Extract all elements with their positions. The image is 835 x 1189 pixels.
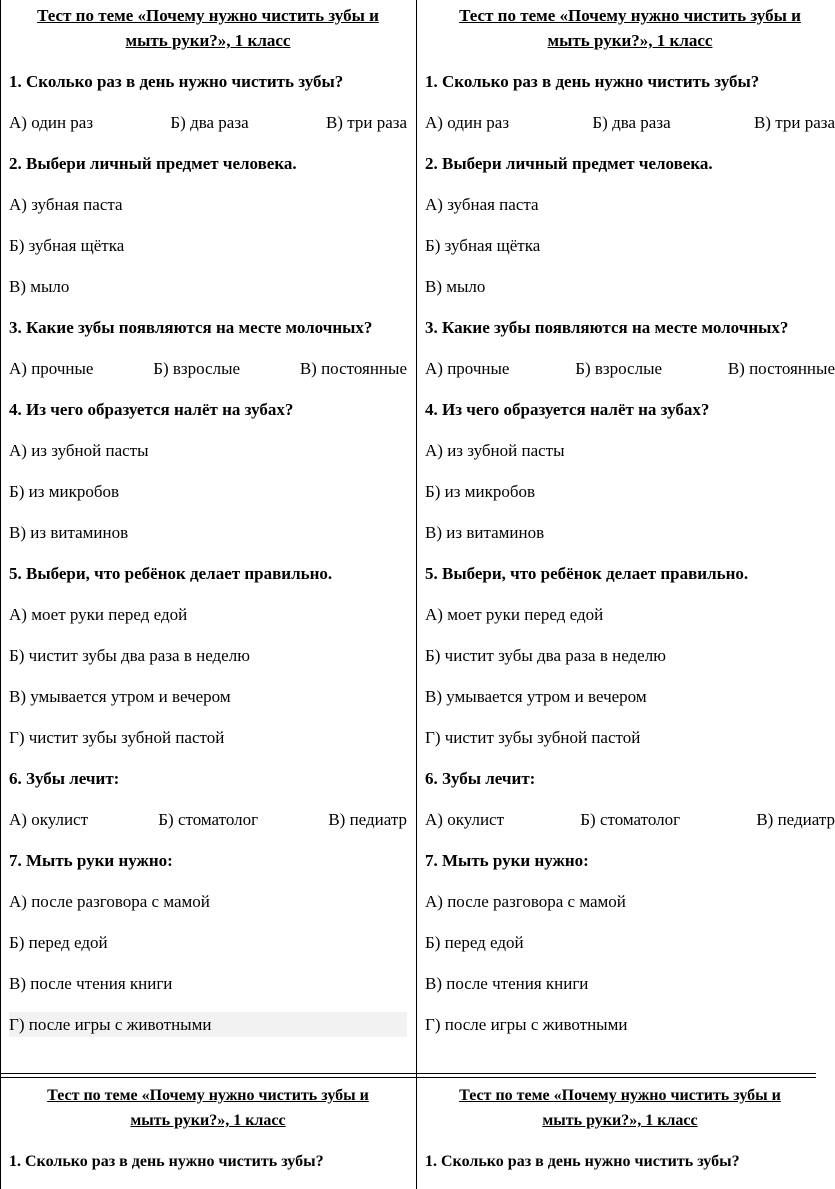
answer-1c: В) три раза xyxy=(325,113,407,132)
answer-2b: Б) зубная щётка xyxy=(425,236,541,255)
answer-5c: В) умывается утром и вечером xyxy=(425,687,647,706)
answer-1c: В) три раза xyxy=(753,113,835,132)
answer-6c: В) педиатр xyxy=(328,810,407,829)
answer-5b: Б) чистит зубы два раза в неделю xyxy=(9,646,250,665)
answer-3c: В) постоянные xyxy=(299,359,407,378)
answers-6 xyxy=(9,807,407,832)
test-cell-bottom-right xyxy=(425,1083,835,1174)
answer-4c: В) из витаминов xyxy=(9,523,129,542)
answer-3a: А) прочные xyxy=(425,359,510,378)
test-title: Тест по теме «Почему нужно чистить зубы и мыть руки?», 1 класс xyxy=(37,6,379,50)
answers-1 xyxy=(425,110,835,135)
answer-1b: Б) два раза xyxy=(592,113,671,132)
answer-7a: А) после разговора с мамой xyxy=(425,892,626,911)
answers-3 xyxy=(9,356,407,381)
question-2: 2. Выбери личный предмет человека. xyxy=(9,154,297,173)
question-3: 3. Какие зубы появляются на месте молочных? xyxy=(9,318,373,337)
test-cell-top-right xyxy=(425,3,835,1037)
answer-4a: А) из зубной пасты xyxy=(425,441,565,460)
answer-3c: В) постоянные xyxy=(727,359,835,378)
answer-2a: А) зубная паста xyxy=(425,195,539,214)
answer-7c: В) после чтения книги xyxy=(425,974,589,993)
question-1: 1. Сколько раз в день нужно чистить зубы? xyxy=(425,72,760,91)
question-6: 6. Зубы лечит: xyxy=(425,769,536,788)
answer-4b: Б) из микробов xyxy=(9,482,120,501)
answer-3b: Б) взрослые xyxy=(575,359,663,378)
question-1: 1. Сколько раз в день нужно чистить зубы? xyxy=(425,1153,740,1170)
test-cell-top-left xyxy=(9,3,407,1037)
question-4: 4. Из чего образуется налёт на зубах? xyxy=(9,400,294,419)
answer-6a: А) окулист xyxy=(425,810,505,829)
test-title: Тест по теме «Почему нужно чистить зубы и мыть руки?», 1 класс xyxy=(459,1087,781,1129)
answers-1 xyxy=(9,110,407,135)
answer-6a: А) окулист xyxy=(9,810,89,829)
table-border-row-2 xyxy=(0,1077,816,1078)
answer-5d: Г) чистит зубы зубной пастой xyxy=(425,728,641,747)
table-border-left xyxy=(0,0,1,1189)
answer-7a: А) после разговора с мамой xyxy=(9,892,210,911)
question-1: 1. Сколько раз в день нужно чистить зубы? xyxy=(9,1153,324,1170)
table-border-middle xyxy=(416,0,417,1189)
answer-2b: Б) зубная щётка xyxy=(9,236,125,255)
question-4: 4. Из чего образуется налёт на зубах? xyxy=(425,400,710,419)
answer-5d: Г) чистит зубы зубной пастой xyxy=(9,728,225,747)
test-title: Тест по теме «Почему нужно чистить зубы и мыть руки?», 1 класс xyxy=(459,6,801,50)
answer-7d: Г) после игры с животными xyxy=(425,1015,628,1034)
answer-1b: Б) два раза xyxy=(170,113,249,132)
answer-5c: В) умывается утром и вечером xyxy=(9,687,231,706)
test-cell-bottom-left xyxy=(9,1083,407,1174)
answers-3 xyxy=(425,356,835,381)
answer-5b: Б) чистит зубы два раза в неделю xyxy=(425,646,666,665)
answer-3a: А) прочные xyxy=(9,359,94,378)
question-5: 5. Выбери, что ребёнок делает правильно. xyxy=(9,564,333,583)
answer-6c: В) педиатр xyxy=(756,810,835,829)
table-border-row xyxy=(0,1073,816,1074)
answer-7b: Б) перед едой xyxy=(9,933,108,952)
answer-7c: В) после чтения книги xyxy=(9,974,173,993)
answer-4a: А) из зубной пасты xyxy=(9,441,149,460)
answer-5a: А) моет руки перед едой xyxy=(9,605,188,624)
answer-6b: Б) стоматолог xyxy=(158,810,259,829)
answer-7d: Г) после игры с животными xyxy=(9,1012,407,1037)
answer-2c: В) мыло xyxy=(9,277,70,296)
answer-2c: В) мыло xyxy=(425,277,486,296)
question-1: 1. Сколько раз в день нужно чистить зубы? xyxy=(9,72,344,91)
test-title: Тест по теме «Почему нужно чистить зубы и мыть руки?», 1 класс xyxy=(47,1087,369,1129)
answer-6b: Б) стоматолог xyxy=(580,810,681,829)
answer-7b: Б) перед едой xyxy=(425,933,524,952)
answer-1a: А) один раз xyxy=(9,113,94,132)
question-5: 5. Выбери, что ребёнок делает правильно. xyxy=(425,564,749,583)
answer-4b: Б) из микробов xyxy=(425,482,536,501)
question-3: 3. Какие зубы появляются на месте молочных? xyxy=(425,318,789,337)
question-7: 7. Мыть руки нужно: xyxy=(9,851,173,870)
question-6: 6. Зубы лечит: xyxy=(9,769,120,788)
answers-6 xyxy=(425,807,835,832)
answer-3b: Б) взрослые xyxy=(153,359,241,378)
answer-2a: А) зубная паста xyxy=(9,195,123,214)
question-7: 7. Мыть руки нужно: xyxy=(425,851,589,870)
answer-1a: А) один раз xyxy=(425,113,510,132)
answer-5a: А) моет руки перед едой xyxy=(425,605,604,624)
answer-4c: В) из витаминов xyxy=(425,523,545,542)
question-2: 2. Выбери личный предмет человека. xyxy=(425,154,713,173)
